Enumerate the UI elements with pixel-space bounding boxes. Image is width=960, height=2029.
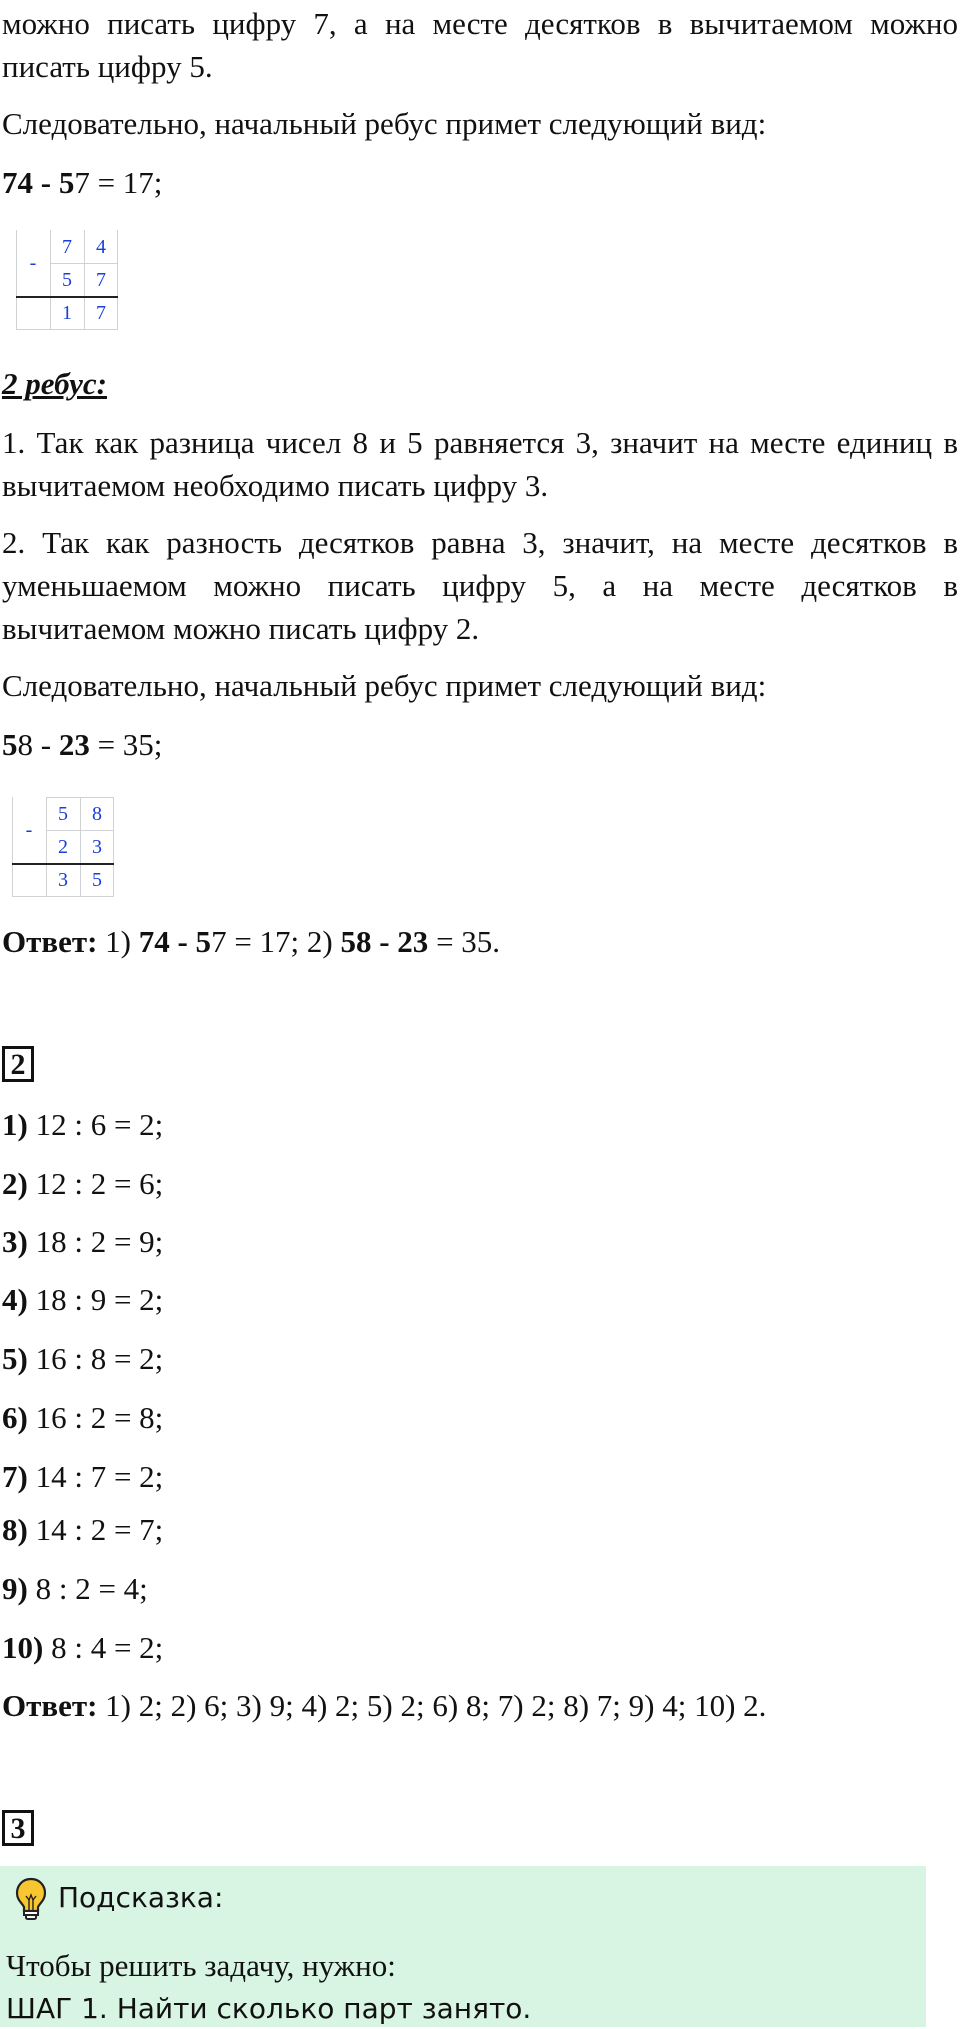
rebus2-column-subtraction [12,797,114,897]
list-item: 8) 14 : 2 = 7; [2,1512,164,1547]
task-number-3: 3 [2,1810,34,1846]
digit: 7 [62,236,72,258]
list-item: 3) 18 : 2 = 9; [2,1224,164,1259]
digit: 7 [96,302,106,324]
rebus2-equation: 58 - 23 = 35; [2,727,163,762]
digit: 3 [58,869,68,891]
list-item: 9) 8 : 2 = 4; [2,1571,148,1606]
rebus1-explanation: можно писать цифру 7, а на месте десятков в вычитаемом можно писать цифру 5. [2,6,958,84]
rebus2-conclusion: Следовательно, начальный ребус примет следующий вид: [2,668,767,703]
rebus1-equation: 74 - 57 = 17; [2,165,163,200]
minus-sign: - [29,252,37,274]
digit: 5 [58,803,68,825]
digit: 3 [92,836,102,858]
list-item: 4) 18 : 9 = 2; [2,1282,164,1317]
hint-intro: Чтобы решить задачу, нужно: [6,1948,396,1983]
digit: 2 [58,836,68,858]
rebus1-conclusion: Следовательно, начальный ребус примет следующий вид: [2,106,767,141]
list-item: 2) 12 : 2 = 6; [2,1166,164,1201]
digit: 5 [62,269,72,291]
digit: 1 [62,302,72,324]
hint-step-1: ШАГ 1. Найти сколько парт занято. [6,1992,532,2025]
list-item: 10) 8 : 4 = 2; [2,1630,164,1665]
rebus2-step2: 2. Так как разность десятков равна 3, значит, на месте десятков в уменьшаемом можно писать цифру 5, а на месте десятков в вычитаемом можно писать цифру 2. [2,525,958,646]
hint-box [0,1866,926,2027]
digit: 7 [96,269,106,291]
digit: 5 [92,869,102,891]
minus-sign: - [25,819,33,841]
lightbulb-icon [14,1876,48,1922]
rebus1-column-subtraction [16,230,118,330]
answer-task1: Ответ: 1) 74 - 57 = 17; 2) 58 - 23 = 35. [2,924,501,959]
task-number-2: 2 [2,1046,34,1082]
list-item: 7) 14 : 7 = 2; [2,1459,164,1494]
hint-title: Подсказка: [58,1881,224,1914]
digit: 8 [92,803,102,825]
list-item: 1) 12 : 6 = 2; [2,1107,164,1142]
rebus2-heading: 2 ребус: [2,366,108,401]
digit: 4 [96,236,106,258]
list-item: 6) 16 : 2 = 8; [2,1400,164,1435]
rebus2-step1: 1. Так как разница чисел 8 и 5 равняется 3, значит на месте единиц в вычитаемом необходимо писать цифру 3. [2,425,958,503]
list-item: 5) 16 : 8 = 2; [2,1341,164,1376]
answer-task2: Ответ: 1) 2; 2) 6; 3) 9; 4) 2; 5) 2; 6) 8; 7) 2; 8) 7; 9) 4; 10) 2. [2,1688,767,1723]
